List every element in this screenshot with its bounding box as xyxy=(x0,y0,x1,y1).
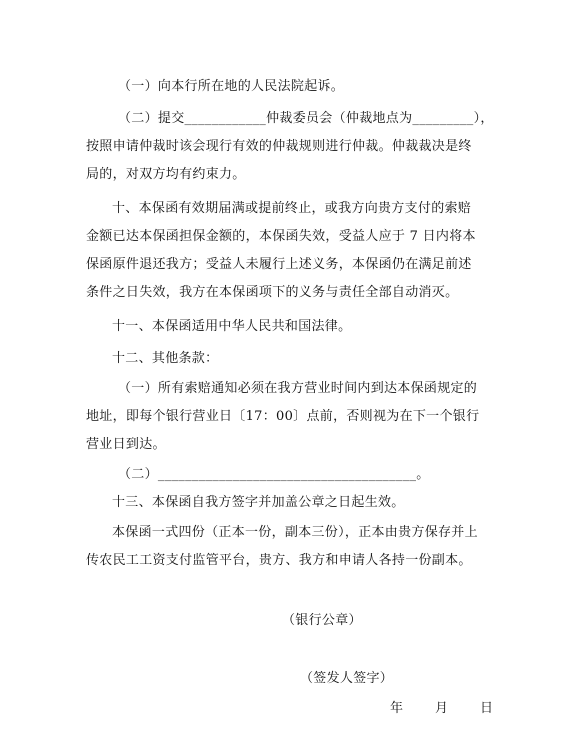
clause-9-option-1: （一）向本行所在地的人民法院起诉。 xyxy=(118,79,345,94)
clause-12-heading: 十二、其他条款： xyxy=(112,351,219,366)
clause-9-option-2: （二）提交____________仲裁委员会（仲裁地点为_________）， xyxy=(118,111,494,126)
clause-10-line-4: 条件之日失效，我方在本保函项下的义务与责任全部自动消灭。 xyxy=(86,285,459,300)
clause-13: 十三、本保函自我方签字并加盖公章之日起生效。 xyxy=(112,495,405,510)
clause-11: 十一、本保函适用中华人民共和国法律。 xyxy=(112,319,352,334)
clause-9-option-2-cont-1: 按照申请仲裁时该会现行有效的仲裁规则进行仲裁。仲裁裁决是终 xyxy=(86,139,472,154)
clause-12-item-1-line-1: （一）所有索赔通知必须在我方营业时间内到达本保函规定的 xyxy=(118,381,478,396)
clause-9-option-2-cont-2: 局的，对双方均有约束力。 xyxy=(86,167,246,182)
clause-10-line-2: 金额已达本保函担保金额的，本保函失效，受益人应于 7 日内将本 xyxy=(86,229,476,244)
date-line: 年 月 日 xyxy=(390,701,496,716)
bank-seal-label: （银行公章） xyxy=(282,613,362,628)
clause-12-item-1-line-2: 地址，即每个银行营业日〔17：00〕点前，否则视为在下一个银行 xyxy=(86,409,480,424)
copies-line-2: 传农民工工资支付监管平台，贵方、我方和申请人各持一份副本。 xyxy=(86,553,472,568)
copies-line-1: 本保函一式四份（正本一份，副本三份），正本由贵方保存并上 xyxy=(112,525,478,540)
clause-12-item-1-line-3: 营业日到达。 xyxy=(86,437,166,452)
clause-12-item-2: （二）______________________________________。 xyxy=(118,467,430,482)
signer-signature-label: （签发人签字） xyxy=(300,671,394,686)
clause-10-line-1: 十、本保函有效期届满或提前终止，或我方向贵方支付的索赔 xyxy=(112,201,472,216)
clause-10-line-3: 保函原件退还我方；受益人未履行上述义务，本保函仍在满足前述 xyxy=(86,257,472,272)
